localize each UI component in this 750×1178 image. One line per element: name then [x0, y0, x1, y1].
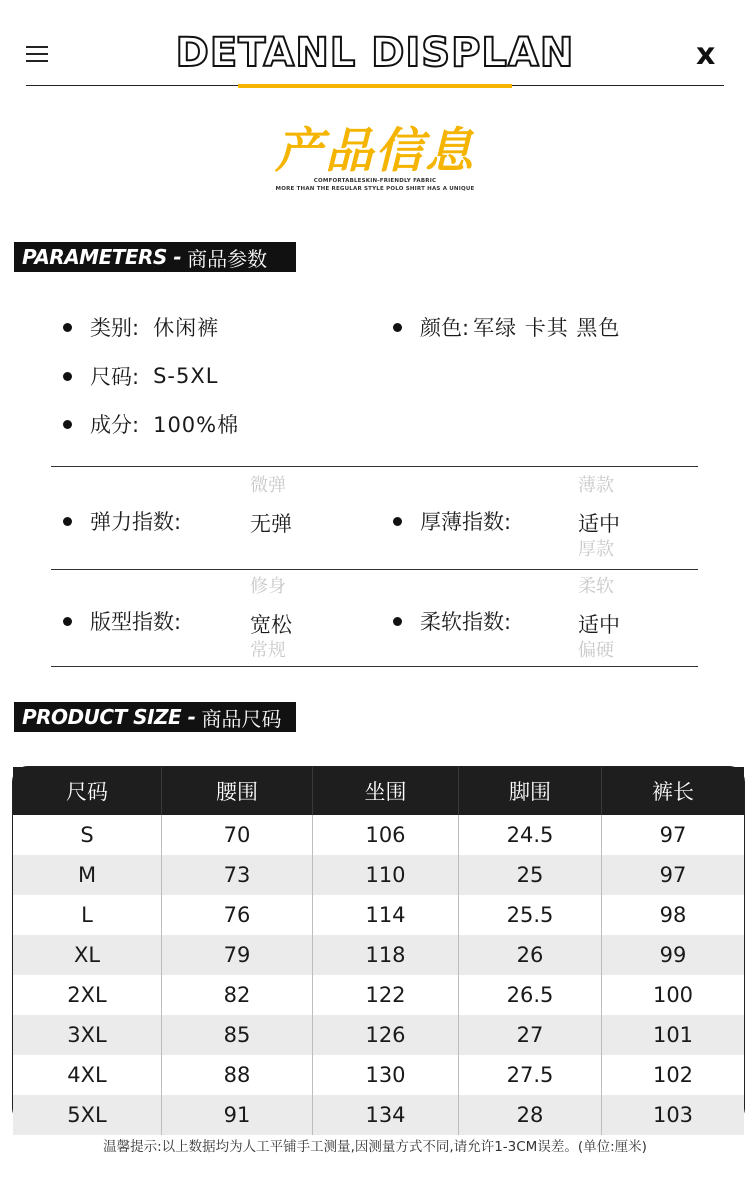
tagline-line-1: COMFORTABLESKIN-FRIENDLY FABRIC: [313, 178, 437, 184]
param-category: [63, 312, 219, 342]
index-option-selected: 适中: [578, 613, 620, 637]
table-cell: 28: [459, 1095, 602, 1135]
param-label: 尺码:: [90, 365, 140, 389]
table-cell: 98: [659, 903, 687, 927]
index-option-selected: 宽松: [250, 613, 292, 637]
table-cell: 79: [162, 935, 313, 975]
index-thickness: [393, 506, 511, 536]
table-header: 坐围: [313, 767, 459, 815]
param-label: 颜色:: [420, 316, 470, 340]
table-cell: 76: [162, 895, 313, 935]
index-label: 弹力指数:: [90, 510, 182, 534]
table-cell: 103: [602, 1095, 745, 1135]
table-row: [13, 1015, 744, 1055]
param-value: 军绿 卡其 黑色: [473, 316, 621, 340]
table-cell: 122: [313, 975, 459, 1015]
table-row: [13, 975, 744, 1015]
table-cell: 85: [162, 1015, 313, 1055]
thickness-scale: [578, 475, 658, 560]
table-cell: M: [13, 855, 162, 895]
param-label: 类别:: [90, 316, 140, 340]
table-cell: 2XL: [13, 975, 162, 1015]
param-color: [393, 312, 620, 342]
table-cell: 91: [162, 1095, 313, 1135]
index-label: 柔软指数:: [420, 610, 512, 634]
index-elasticity: [63, 506, 181, 536]
table-row: [13, 815, 744, 855]
table-cell: 110: [313, 855, 459, 895]
parameters-en: PARAMETERS -: [22, 245, 182, 269]
index-option-above: 微弹: [250, 475, 286, 496]
table-cell: 130: [313, 1055, 459, 1095]
table-cell: L: [13, 895, 162, 935]
param-material: [63, 409, 239, 439]
table-cell: S: [13, 815, 162, 855]
product-info-title: 产品信息: [274, 123, 475, 179]
index-option-below: 常规: [250, 640, 286, 661]
table-cell: 99: [602, 935, 745, 975]
table-cell: 24.5: [459, 815, 602, 855]
param-value: S-5XL: [153, 364, 219, 388]
softness-scale: [578, 576, 658, 661]
bullet-icon: [393, 323, 402, 332]
table-header: 腰围: [162, 767, 313, 815]
table-cell: 25: [459, 855, 602, 895]
table-cell: 126: [313, 1015, 459, 1055]
parameters-section-header: [14, 242, 296, 272]
table-row: [13, 855, 744, 895]
table-cell: 25.5: [459, 895, 602, 935]
bullet-icon: [63, 323, 72, 332]
table-cell: 88: [162, 1055, 313, 1095]
table-cell: 26: [459, 935, 602, 975]
table-cell: 97: [659, 823, 687, 847]
header-accent-bar: [238, 84, 512, 88]
bullet-icon: [63, 517, 72, 526]
size-section-cn: 商品尺码: [201, 706, 282, 731]
index-option-selected: 无弹: [250, 512, 292, 536]
param-size: [63, 361, 218, 391]
index-option-below: 偏硬: [578, 640, 614, 661]
table-row: [13, 1095, 744, 1135]
table-cell: 5XL: [13, 1095, 162, 1135]
bullet-icon: [63, 617, 72, 626]
table-cell: 97: [602, 855, 745, 895]
param-label: 成分:: [90, 413, 140, 437]
index-option-above: 薄款: [578, 475, 614, 496]
size-table: [12, 766, 745, 1127]
divider: [51, 569, 698, 570]
table-header: 脚围: [459, 767, 602, 815]
table-row: [13, 1055, 744, 1095]
index-option-above: 柔软: [578, 576, 614, 597]
table-cell: XL: [13, 935, 162, 975]
bullet-icon: [63, 372, 72, 381]
table-cell: 114: [313, 895, 459, 935]
measurement-note: 温馨提示:以上数据均为人工平铺手工测量,因测量方式不同,请允许1-3CM误差。(单位:厘米): [103, 1139, 647, 1155]
table-header: 裤长: [602, 767, 745, 815]
table-cell: 73: [162, 855, 313, 895]
index-option-selected: 适中: [578, 512, 620, 536]
tagline-line-2: MORE THAN THE REGULAR STYLE POLO SHIRT HAS A UNIQUE: [275, 186, 475, 192]
table-cell: 27.5: [459, 1055, 602, 1095]
table-cell: 102: [652, 1063, 694, 1087]
table-header-row: [13, 767, 744, 815]
elasticity-scale: [250, 475, 330, 538]
index-label: 版型指数:: [90, 610, 182, 634]
bullet-icon: [63, 420, 72, 429]
index-fit: [63, 606, 181, 636]
index-option-above: 修身: [250, 576, 286, 597]
parameters-cn: 商品参数: [187, 246, 268, 271]
table-cell: 100: [652, 983, 694, 1007]
table-cell: 27: [459, 1015, 602, 1055]
divider: [51, 466, 698, 467]
table-cell: 134: [313, 1095, 459, 1135]
divider: [51, 666, 698, 667]
table-cell: 118: [313, 935, 459, 975]
table-cell: 106: [313, 815, 459, 855]
table-cell: 26.5: [459, 975, 602, 1015]
table-row: [13, 935, 744, 975]
index-label: 厚薄指数:: [420, 510, 512, 534]
table-cell: 70: [162, 815, 313, 855]
table-cell: 3XL: [13, 1015, 162, 1055]
table-cell: 101: [602, 1015, 745, 1055]
table-header: 尺码: [13, 767, 162, 815]
bullet-icon: [393, 617, 402, 626]
index-softness: [393, 606, 511, 636]
table-cell: 4XL: [13, 1055, 162, 1095]
size-section-header: [14, 702, 296, 732]
brand-title: DETANL DISPLAN: [175, 30, 575, 76]
fit-scale: [250, 576, 330, 661]
bullet-icon: [393, 517, 402, 526]
table-cell: 82: [162, 975, 313, 1015]
table-row: [13, 895, 744, 935]
param-value: 100%棉: [153, 413, 240, 437]
close-icon[interactable]: x: [696, 37, 716, 72]
param-value: 休闲裤: [153, 316, 220, 340]
size-section-en: PRODUCT SIZE -: [22, 705, 196, 729]
index-option-below: 厚款: [578, 539, 614, 560]
